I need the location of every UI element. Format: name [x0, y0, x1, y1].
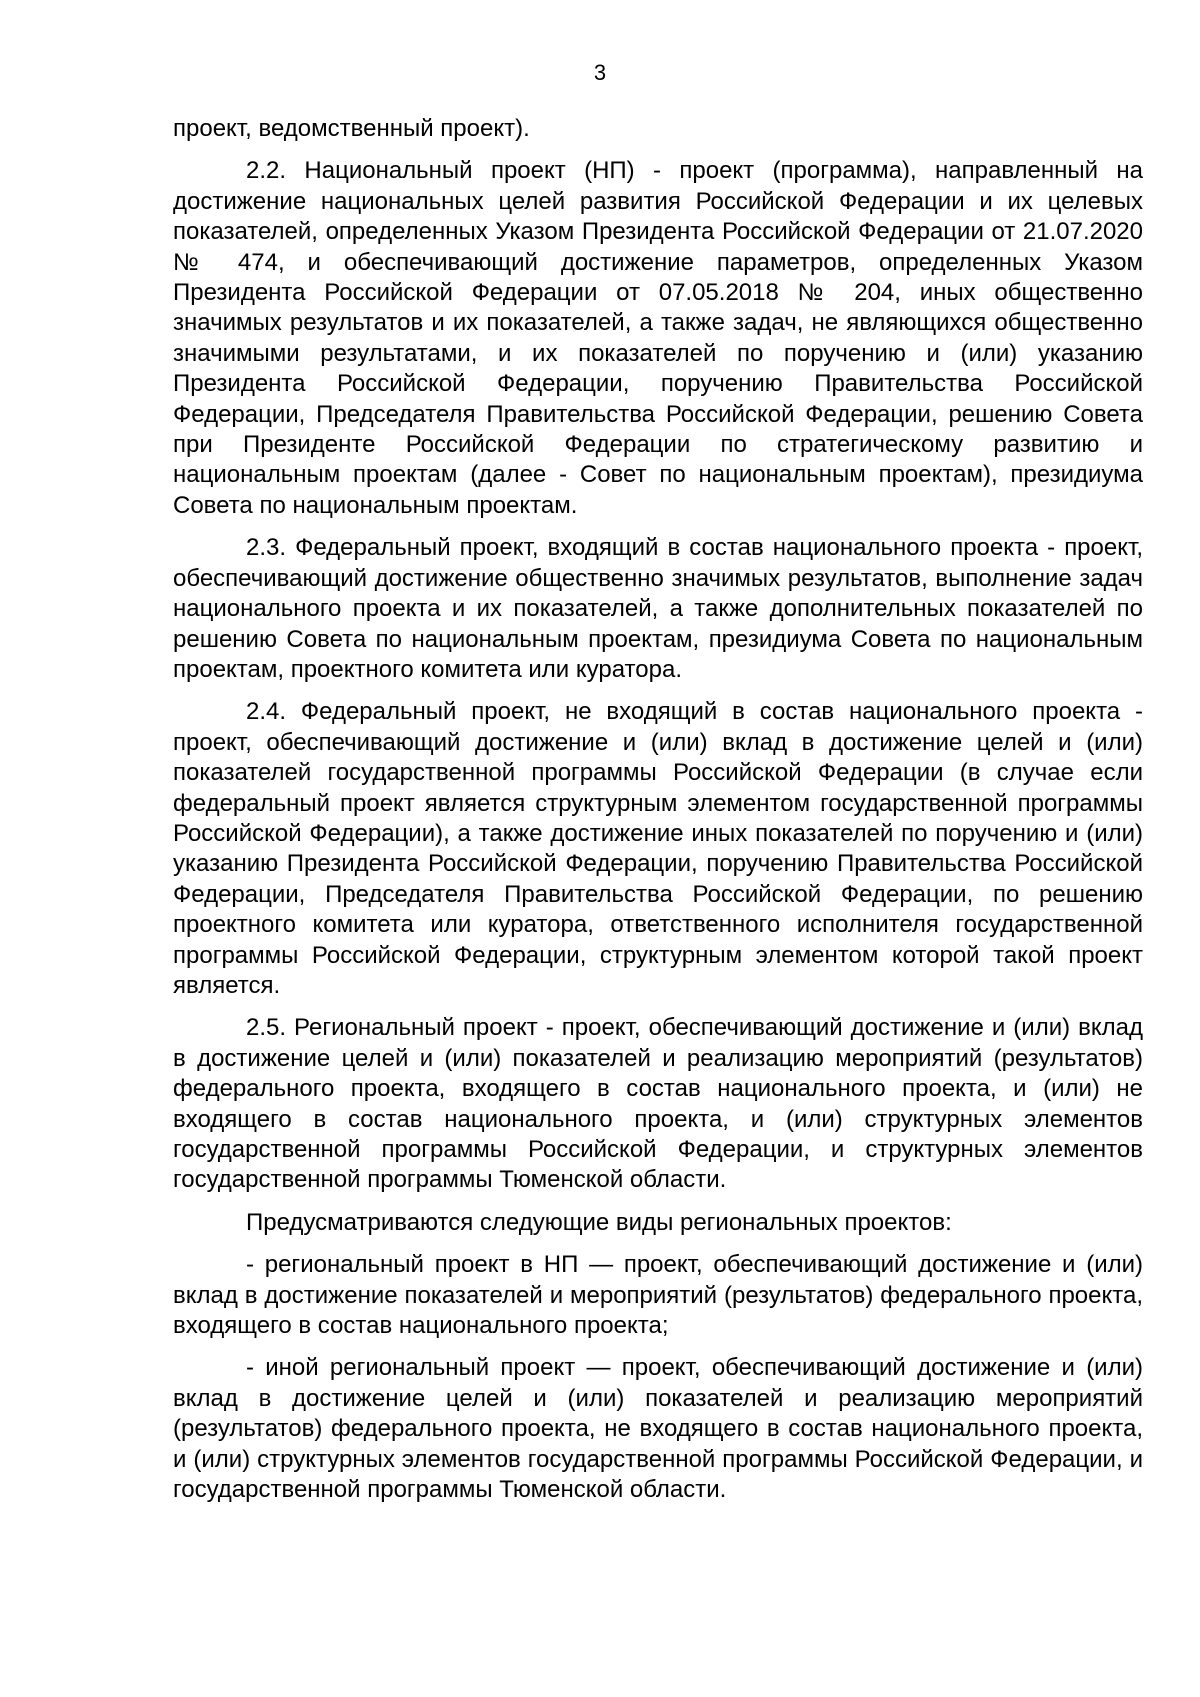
paragraph-2-4: 2.4. Федеральный проект, не входящий в состав национального проекта - проект, обеспечивающий достижение и (или) вклад в достижение целей и (или) показателей государственной программы Российской Федерации (в случае если федеральный проект является структурным элементом государственной программы Российской Федерации), а также достижение иных показателей по поручению и (или) указанию Президента Российской Федерации, поручению Правительства Российской Федерации, Председателя Правительства Российской Федерации, по решению проектного комитета или куратора, ответственного исполнителя государственной программы Российской Федерации, структурным элементом которой такой проект является.: [173, 698, 1143, 999]
paragraph-2-2: 2.2. Национальный проект (НП) - проект (программа), направленный на достижение национальных целей развития Российской Федерации и их целевых показателей, определенных Указом Президента Российской Федерации от 21.07.2020 № 474, и обеспечивающий достижение параметров, определенных Указом Президента Российской Федерации от 07.05.2018 № 204, иных общественно значимых результатов и их показателей, а также задач, не являющихся общественно значимыми результатами, и их показателей по поручению и (или) указанию Президента Российской Федерации, поручению Правительства Российской Федерации, Председателя Правительства Российской Федерации, решению Совета при Президенте Российской Федерации по стратегическому развитию и национальным проектам (далее - Совет по национальным проектам), президиума Совета по национальным проектам.: [173, 157, 1143, 519]
page-number: 3: [593, 60, 607, 85]
paragraph-2-5: 2.5. Региональный проект - проект, обеспечивающий достижение и (или) вклад в достижение целей и (или) показателей и реализацию мероприятий (результатов) федерального проекта, входящего в состав национального проекта, и (или) не входящего в состав национального проекта, и (или) структурных элементов государственной программы Российской Федерации, и структурных элементов государственной программы Тюменской области.: [173, 1014, 1143, 1194]
paragraph-continuation: проект, ведомственный проект).: [173, 115, 530, 142]
list-item-other-regional-project: - иной региональный проект — проект, обеспечивающий достижение и (или) вклад в достижение целей и (или) показателей и реализацию мероприятий (результатов) федерального проекта, не входящего в состав национального проекта, и (или) структурных элементов государственной программы Российской Федерации, и государственной программы Тюменской области.: [173, 1354, 1143, 1504]
paragraph-2-3: 2.3. Федеральный проект, входящий в состав национального проекта - проект, обеспечивающий достижение общественно значимых результатов, выполнение задач национального проекта и их показателей, а также дополнительных показателей по решению Совета по национальным проектам, президиума Совета по национальным проектам, проектного комитета или куратора.: [173, 534, 1143, 683]
document-body: [173, 114, 1143, 1517]
paragraph-regional-types-intro: Предусматриваются следующие виды региональных проектов:: [246, 1208, 952, 1236]
list-item-regional-project-np: - региональный проект в НП — проект, обеспечивающий достижение и (или) вклад в достижение показателей и мероприятий (результатов) федерального проекта, входящего в состав национального проекта;: [173, 1251, 1143, 1340]
